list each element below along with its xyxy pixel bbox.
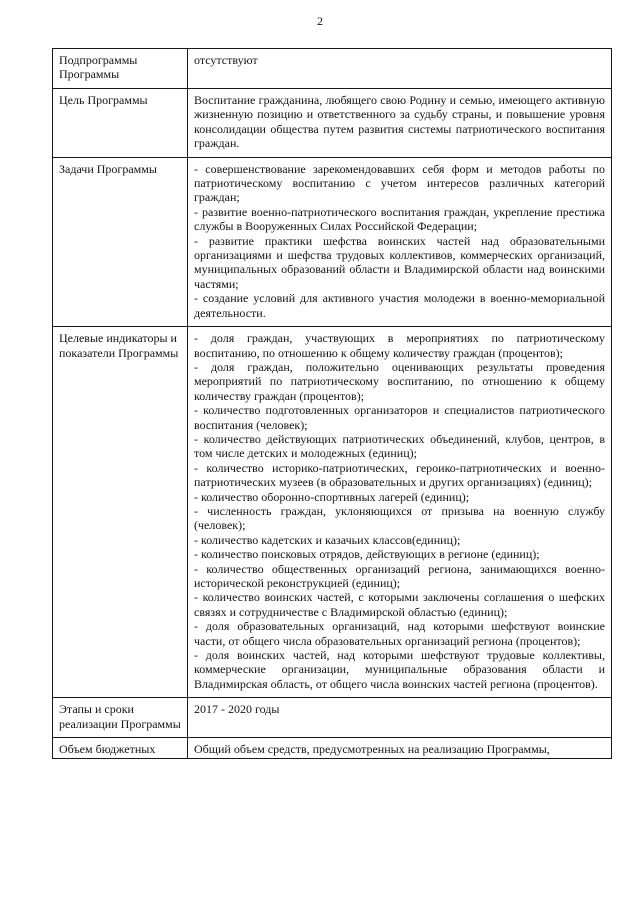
task-item: - развитие военно-патриотического воспитания граждан, укрепление престижа службы в Вооруженных Силах Российской Федерации; bbox=[194, 204, 605, 234]
table-row-budget bbox=[53, 738, 612, 759]
row-content: 2017 - 2020 годы bbox=[188, 698, 612, 738]
indicator-item: - количество действующих патриотических объединений, клубов, центров, в том числе детских и молодежных (единиц); bbox=[194, 431, 605, 461]
indicator-item: - количество оборонно-спортивных лагерей (единиц); bbox=[194, 489, 470, 504]
indicator-item: - количество поисковых отрядов, действующих в регионе (единиц); bbox=[194, 547, 540, 562]
row-label: Этапы и сроки реализации Программы bbox=[53, 698, 188, 738]
indicator-item: - численность граждан, уклоняющихся от призыва на военную службу (человек); bbox=[194, 503, 605, 533]
row-content: Общий объем средств, предусмотренных на реализацию Программы, bbox=[188, 738, 612, 759]
row-content: отсутствуют bbox=[188, 49, 612, 89]
row-label: Целевые индикаторы и показатели Программы bbox=[53, 327, 188, 698]
row-content bbox=[188, 327, 612, 698]
task-item: - развитие практики шефства воинских частей над образовательными организациями и шефства трудовых коллективов, коммерческих организаций, муниципальных образований области и Владимирской области над воинскими частями; bbox=[194, 233, 605, 291]
indicator-item: - количество историко-патриотических, героико-патриотических и военно-патриотических музеев (в образовательных и других организациях) (единиц); bbox=[194, 460, 605, 490]
task-item: - создание условий для активного участия молодежи в военно-мемориальной деятельности. bbox=[194, 291, 605, 320]
table-row-tasks bbox=[53, 157, 612, 326]
row-label: Цель Программы bbox=[53, 89, 188, 158]
indicator-item: - количество подготовленных организаторов и специалистов патриотического воспитания (человек); bbox=[194, 403, 605, 432]
table-row-subprograms bbox=[53, 49, 612, 89]
indicator-item: - количество общественных организаций региона, занимающихся военно-исторической реконструкцией (единиц); bbox=[194, 561, 605, 590]
indicator-item: - доля образовательных организаций, над которыми шефствуют воинские части, от общего числа образовательных организаций региона (процентов); bbox=[194, 619, 605, 648]
program-passport-table bbox=[52, 48, 612, 759]
row-content: Воспитание гражданина, любящего свою Родину и семью, имеющего активную жизненную позицию и ответственного за судьбу страны, и повышение уровня консолидации общества путем развития системы патриотического воспитания граждан. bbox=[188, 89, 612, 158]
indicator-item: - доля граждан, участвующих в мероприятиях по патриотическому воспитанию, по отношению к общему количеству граждан (процентов); bbox=[194, 331, 605, 360]
page-number: 2 bbox=[317, 14, 323, 28]
row-label: Объем бюджетных bbox=[53, 738, 188, 759]
table-row-stages bbox=[53, 698, 612, 738]
indicator-item: - количество кадетских и казачьих классов(единиц); bbox=[194, 532, 461, 547]
row-label: Задачи Программы bbox=[53, 157, 188, 326]
indicator-item: - доля воинских частей, над которыми шефствуют трудовые коллективы, коммерческие организации, муниципальные образования области и Владимирская область, от общего числа воинских частей региона (процентов). bbox=[194, 648, 605, 691]
task-item: - совершенствование зарекомендовавших себя форм и методов работы по патриотическому воспитанию с учетом интересов различных категорий граждан; bbox=[194, 161, 605, 205]
table-row-goal bbox=[53, 89, 612, 158]
indicator-item: - количество воинских частей, с которыми заключены соглашения о шефских связях и сотрудничестве с Владимирской областью (единиц); bbox=[194, 590, 605, 619]
table-row-indicators bbox=[53, 327, 612, 698]
row-label: Подпрограммы Программы bbox=[53, 49, 188, 89]
row-content bbox=[188, 157, 612, 326]
indicator-item: - доля граждан, положительно оценивающих результаты проведения мероприятий по патриотическому воспитанию, по отношению к общему количеству граждан (процентов); bbox=[194, 359, 605, 403]
